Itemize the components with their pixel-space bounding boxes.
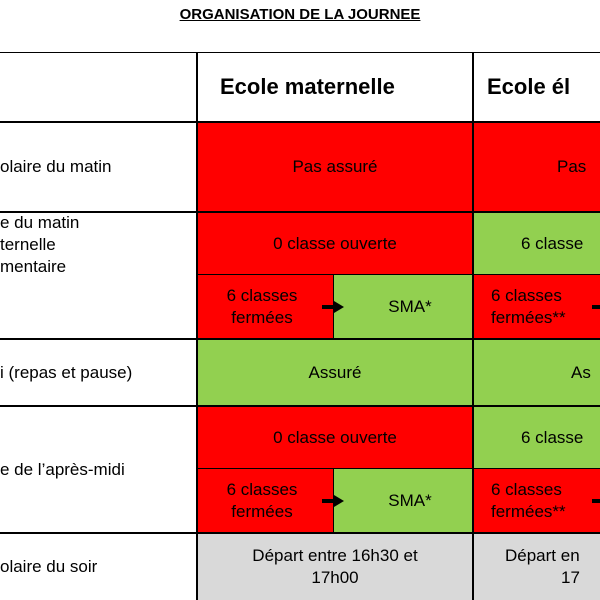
cell-elementaire-apres-midi-closed xyxy=(473,469,600,533)
arrow-right-icon xyxy=(592,495,600,507)
grid-line xyxy=(197,468,600,469)
grid-line xyxy=(196,52,198,600)
grid-line xyxy=(197,274,600,275)
cell-maternelle-matin-open: 0 classe ouverte xyxy=(197,212,473,275)
closed-line: fermées** xyxy=(491,308,566,327)
row-label-classe-matin xyxy=(0,212,197,339)
page-title: ORGANISATION DE LA JOURNEE xyxy=(179,6,421,23)
closed-line: 6 classes xyxy=(491,286,562,305)
row-label-periscolaire-matin: olaire du matin xyxy=(0,157,112,176)
row-label-classe-apres-midi: e de l’après-midi xyxy=(0,459,125,479)
header-maternelle: Ecole maternelle xyxy=(220,74,395,99)
cell-maternelle-midi: Assuré xyxy=(197,339,473,406)
grid-line xyxy=(0,121,600,123)
row-label-periscolaire-soir: olaire du soir xyxy=(0,556,98,576)
soir-line: Départ en xyxy=(505,545,580,565)
row-label-line: mentaire xyxy=(0,257,67,276)
soir-line: 17 xyxy=(561,567,580,587)
grid-line xyxy=(333,275,334,339)
cell-maternelle-periscolaire-soir xyxy=(197,533,473,600)
grid-line xyxy=(333,469,334,533)
cell-maternelle-matin-closed xyxy=(197,275,333,339)
arrow-right-icon xyxy=(592,301,600,313)
cell-maternelle-apres-midi-sma: SMA* xyxy=(333,469,473,533)
row-label-line: e du matin xyxy=(0,213,80,232)
closed-line: 6 classes xyxy=(491,480,562,499)
row-label-line: ternelle xyxy=(0,235,56,254)
cell-elementaire-midi: As xyxy=(473,339,600,406)
grid-line xyxy=(0,532,600,534)
grid-line xyxy=(0,405,600,407)
closed-line: 6 classes xyxy=(226,286,298,305)
cell-maternelle-apres-midi-closed xyxy=(197,469,333,533)
soir-line: Départ entre 16h30 et xyxy=(252,545,418,565)
closed-line: fermées** xyxy=(491,502,566,521)
grid-line xyxy=(0,338,600,340)
cell-elementaire-periscolaire-matin: Pas xyxy=(473,122,600,212)
row-label-midi: i (repas et pause) xyxy=(0,362,133,382)
header-elementaire: Ecole él xyxy=(487,74,571,99)
cell-elementaire-periscolaire-soir xyxy=(473,533,600,600)
cell-elementaire-matin-open: 6 classe xyxy=(473,212,600,275)
soir-line: 17h00 xyxy=(311,567,359,587)
cell-elementaire-apres-midi-open: 6 classe xyxy=(473,406,600,469)
grid-line xyxy=(0,52,600,53)
cell-maternelle-apres-midi-open: 0 classe ouverte xyxy=(197,406,473,469)
closed-line: fermées xyxy=(231,502,293,521)
grid-line xyxy=(472,52,474,600)
cell-maternelle-periscolaire-matin: Pas assuré xyxy=(197,122,473,212)
grid-line xyxy=(0,211,600,213)
cell-elementaire-matin-closed xyxy=(473,275,600,339)
closed-line: 6 classes xyxy=(226,480,298,499)
cell-maternelle-matin-sma: SMA* xyxy=(333,275,473,339)
closed-line: fermées xyxy=(231,308,293,327)
